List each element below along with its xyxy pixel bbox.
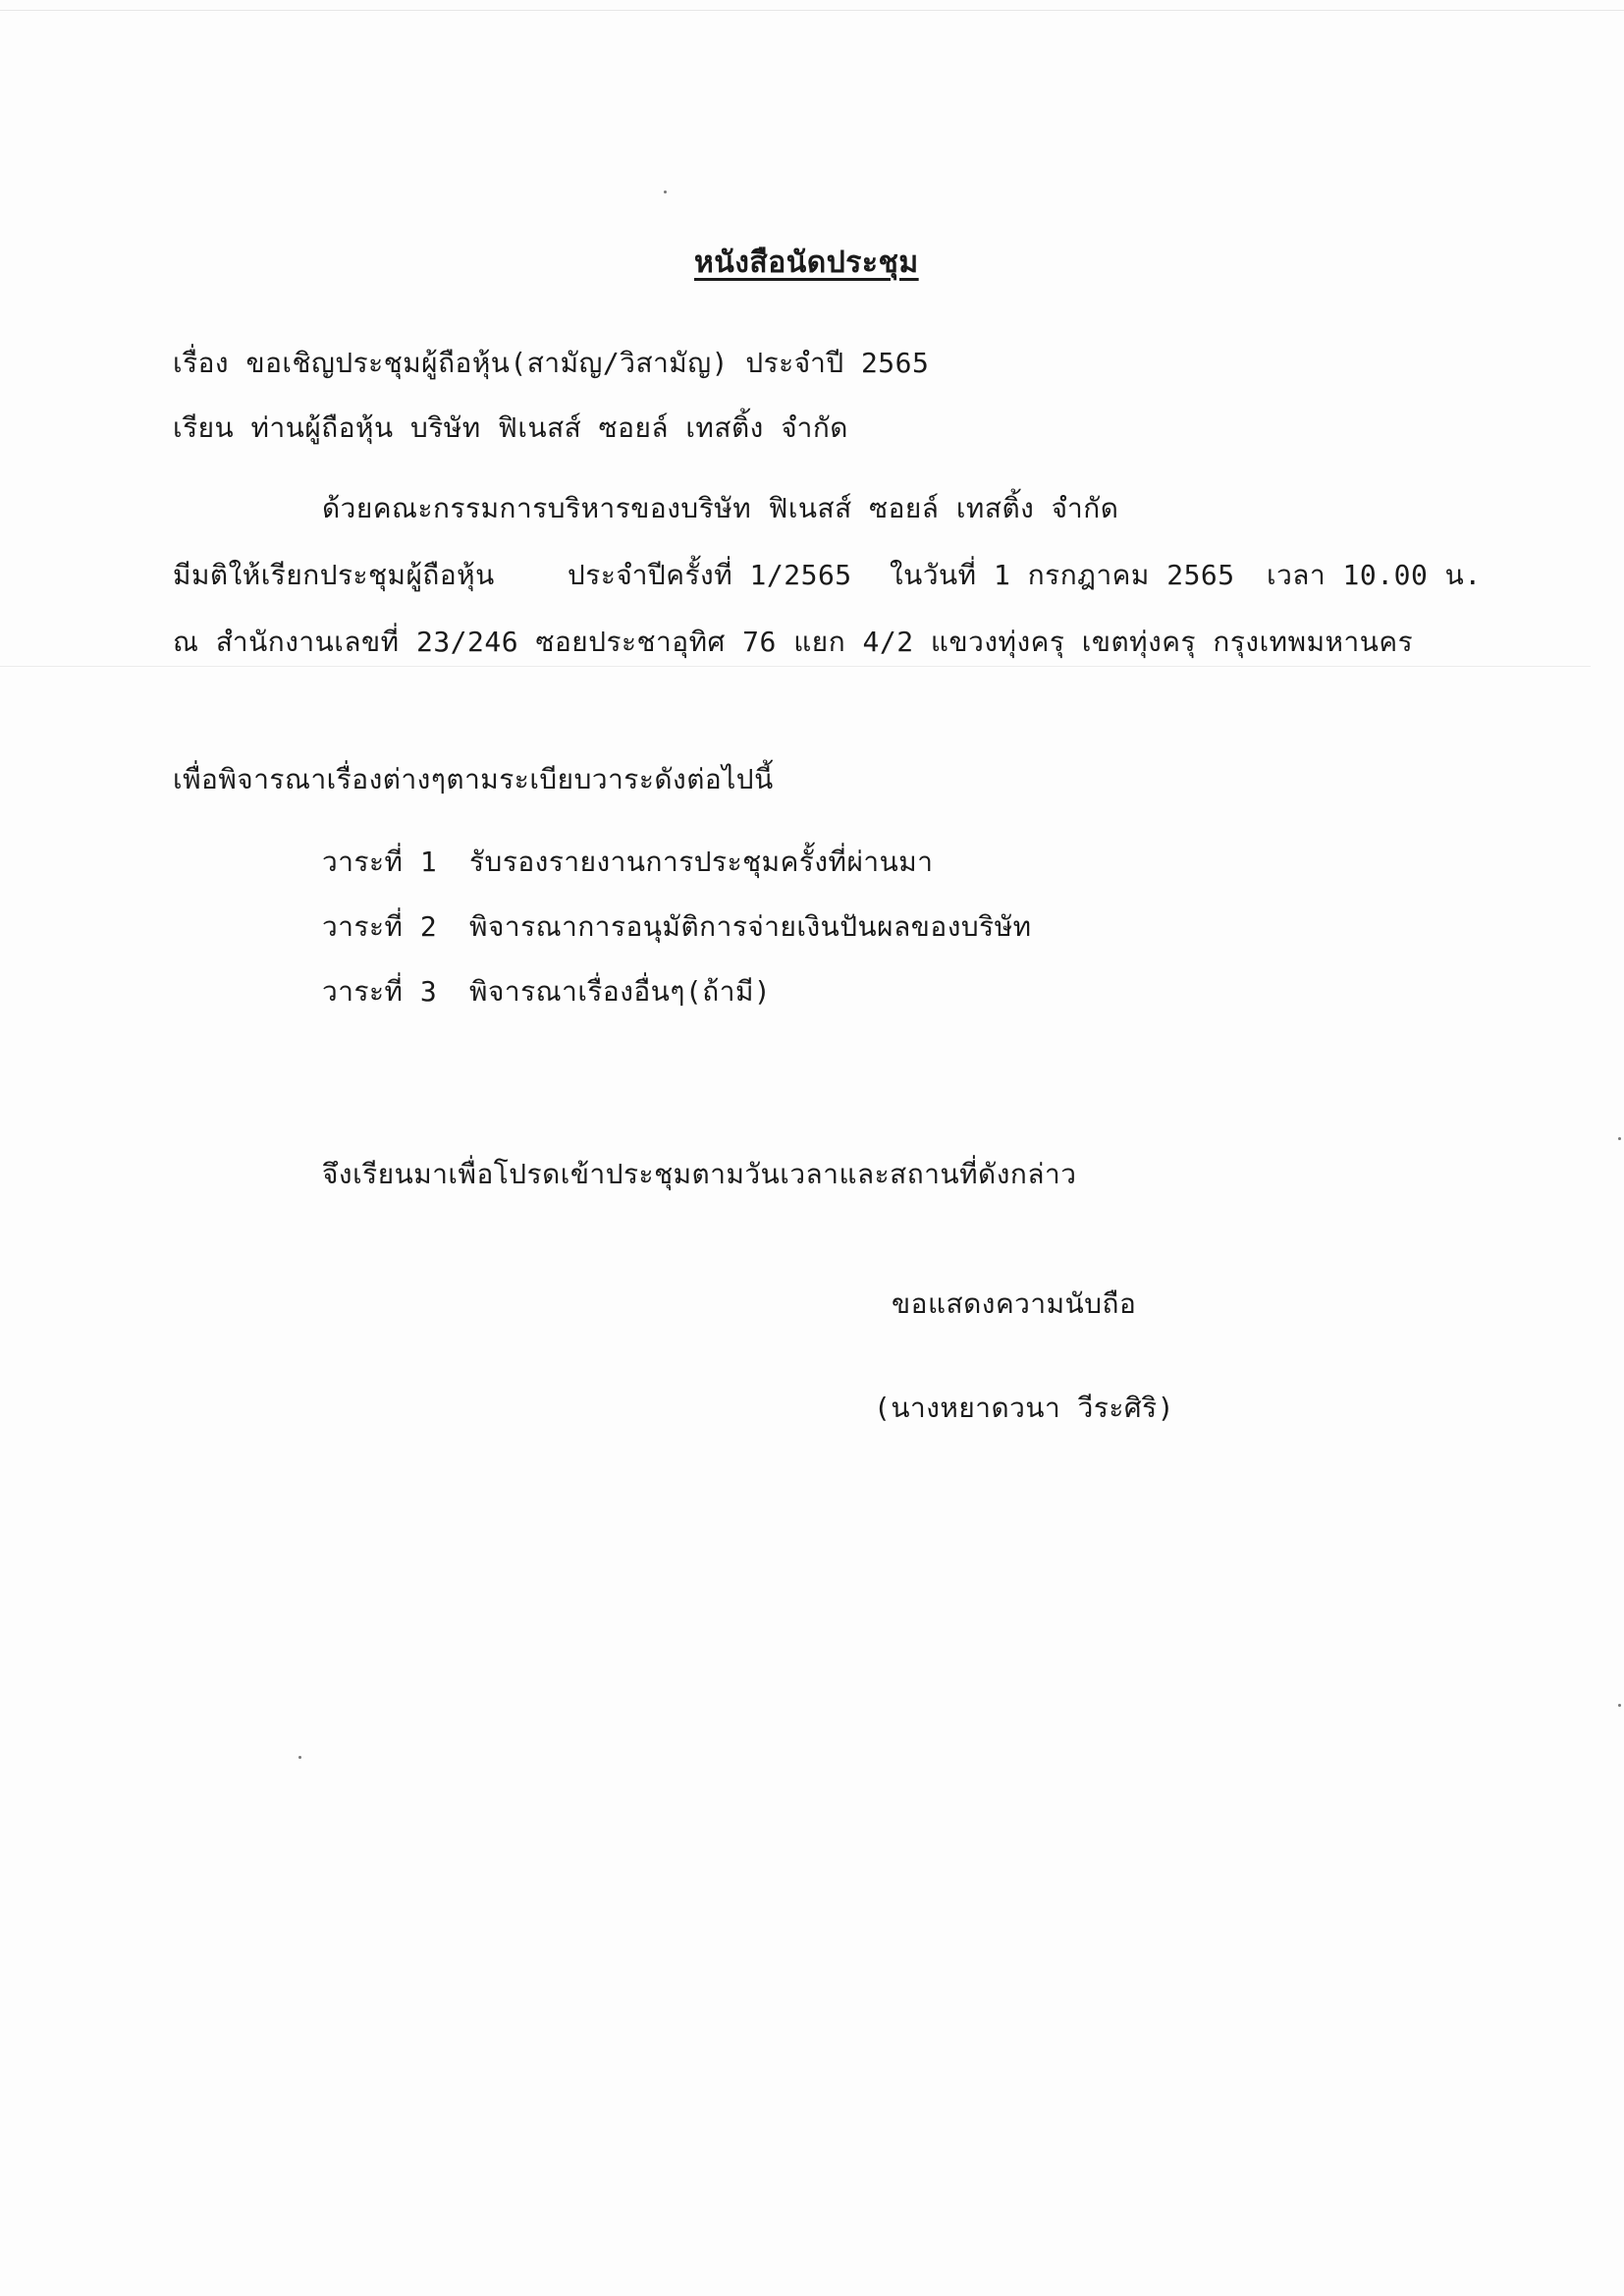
subject-line: เรื่อง ขอเชิญประชุมผู้ถือหุ้น(สามัญ/วิสามัญ) ประจำปี 2565 [173, 347, 930, 379]
meeting-location: ณ สำนักงานเลขที่ 23/246 ซอยประชาอุทิศ 76 แยก 4/2 แขวงทุ่งครุ เขตทุ่งครุ กรุงเทพมหานคร [173, 626, 1414, 658]
scan-speck [298, 1756, 301, 1759]
salutation-line: เรียน ท่านผู้ถือหุ้น บริษัท ฟิเนสส์ ซอยล์ เทสติ้ง จำกัด [173, 411, 848, 444]
signatory-name: (นางหยาดวนา วีระศิริ) [874, 1392, 1175, 1424]
meeting-date: ในวันที่ 1 กรกฎาคม 2565 [890, 559, 1235, 591]
scan-speck [664, 191, 667, 193]
agenda-item-3-text: พิจารณาเรื่องอื่นๆ(ถ้ามี) [469, 975, 772, 1008]
agenda-item-2-text: พิจารณาการอนุมัติการจ่ายเงินปันผลของบริษัท [469, 910, 1032, 943]
closing-statement: จึงเรียนมาเพื่อโปรดเข้าประชุมตามวันเวลาและสถานที่ดังกล่าว [322, 1158, 1077, 1190]
agenda-item-1-label: วาระที่ 1 [322, 846, 438, 878]
scan-artifact-line [0, 666, 1591, 667]
scan-speck [1618, 1704, 1621, 1707]
meeting-number: ประจำปีครั้งที่ 1/2565 [568, 559, 852, 591]
agenda-item-1-text: รับรองรายงานการประชุมครั้งที่ผ่านมา [469, 846, 934, 878]
resolution-text: มีมติให้เรียกประชุมผู้ถือหุ้น [173, 559, 495, 591]
scan-speck [1618, 1137, 1621, 1140]
agenda-item-2-label: วาระที่ 2 [322, 910, 438, 943]
document-title: หนังสือนัดประชุม [694, 246, 919, 280]
meeting-time: เวลา 10.00 น. [1267, 559, 1482, 591]
regards-line: ขอแสดงความนับถือ [892, 1287, 1137, 1320]
body-paragraph-line-1: ด้วยคณะกรรมการบริหารของบริษัท ฟิเนสส์ ซอยล์ เทสติ้ง จำกัด [322, 492, 1119, 524]
agenda-intro: เพื่อพิจารณาเรื่องต่างๆตามระเบียบวาระดังต่อไปนี้ [173, 763, 774, 795]
agenda-item-3-label: วาระที่ 3 [322, 975, 438, 1008]
scan-edge [0, 10, 1624, 11]
